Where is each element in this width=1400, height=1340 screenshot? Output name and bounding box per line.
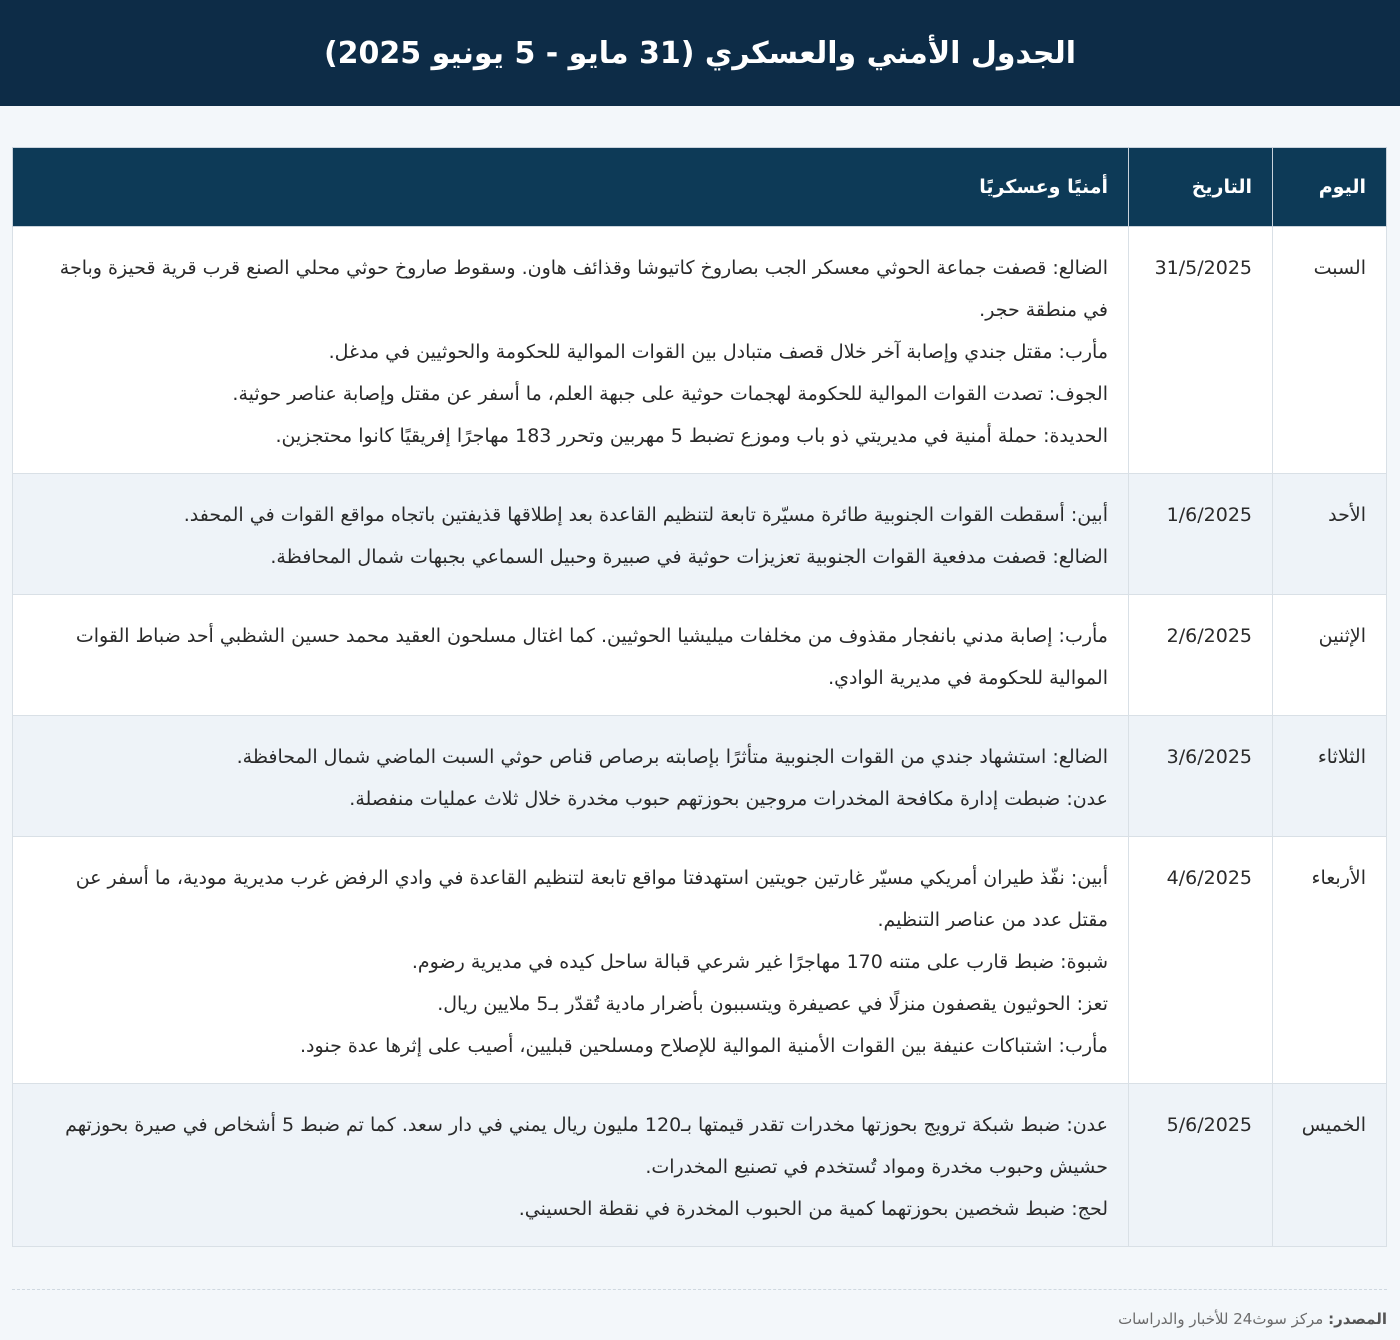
table-row [13, 1084, 1387, 1247]
table-row [13, 837, 1387, 1084]
table-row [13, 227, 1387, 474]
date-cell: 31/5/2025 [1129, 227, 1273, 474]
page-header [0, 0, 1400, 106]
page-title: الجدول الأمني والعسكري (31 مايو - 5 يونيو 2025) [323, 35, 1077, 71]
events-cell [13, 837, 1129, 1084]
day-cell: الأحد [1273, 474, 1387, 595]
table-row [13, 716, 1387, 837]
event-entry: تعز: الحوثيون يقصفون منزلًا في عصيفرة ويتسببون بأضرار مادية تُقدّر بـ5 ملايين ريال. [437, 993, 1108, 1015]
schedule-table-container [12, 147, 1387, 1247]
source-text: مركز سوث24 للأخبار والدراسات [1118, 1310, 1324, 1328]
day-cell: الأربعاء [1273, 837, 1387, 1084]
event-entry: مأرب: مقتل جندي وإصابة آخر خلال قصف متبادل بين القوات الموالية للحكومة والحوثيين في مدغل. [328, 341, 1108, 363]
event-entry: أبين: نفّذ طيران أمريكي مسيّر غارتين جويتين استهدفتا مواقع تابعة لتنظيم القاعدة في وادي الرفض غرب مديرية مودية، ما أسفر عن مقتل عدد من عناصر التنظيم. [75, 867, 1108, 931]
events-cell [13, 716, 1129, 837]
event-entry: مأرب: اشتباكات عنيفة بين القوات الأمنية الموالية للإصلاح ومسلحين قبليين، أصيب على إثرها عدة جنود. [300, 1035, 1108, 1057]
date-cell: 2/6/2025 [1129, 595, 1273, 716]
date-cell: 5/6/2025 [1129, 1084, 1273, 1247]
event-entry: مأرب: إصابة مدني بانفجار مقذوف من مخلفات ميليشيا الحوثيين. كما اغتال مسلحون العقيد محمد حسين الشظبي أحد ضباط القوات الموالية للحكومة في مديرية الوادي. [75, 625, 1108, 689]
table-body [13, 227, 1387, 1247]
event-entry: الضالع: استشهاد جندي من القوات الجنوبية متأثرًا بإصابته برصاص قناص حوثي السبت الماضي شمال المحافظة. [236, 746, 1108, 768]
date-cell: 4/6/2025 [1129, 837, 1273, 1084]
table-row [13, 595, 1387, 716]
header-security: أمنيًا وعسكريًا [13, 148, 1129, 227]
event-entry: الجوف: تصدت القوات الموالية للحكومة لهجمات حوثية على جبهة العلم، ما أسفر عن مقتل وإصابة عناصر حوثية. [232, 383, 1108, 405]
day-cell: الإثنين [1273, 595, 1387, 716]
day-cell: السبت [1273, 227, 1387, 474]
events-cell [13, 227, 1129, 474]
event-entry: لحج: ضبط شخصين بحوزتهما كمية من الحبوب المخدرة في نقطة الحسيني. [518, 1198, 1108, 1220]
event-entry: شبوة: ضبط قارب على متنه 170 مهاجرًا غير شرعي قبالة ساحل كيده في مديرية رضوم. [411, 951, 1108, 973]
table-row [13, 474, 1387, 595]
event-entry: الحديدة: حملة أمنية في مديريتي ذو باب وموزع تضبط 5 مهربين وتحرر 183 مهاجرًا إفريقيًا كانوا محتجزين. [275, 425, 1108, 447]
event-entry: عدن: ضبط شبكة ترويج بحوزتها مخدرات تقدر قيمتها بـ120 مليون ريال يمني في دار سعد. كما تم ضبط 5 أشخاص في صيرة بحوزتهم حشيش وحبوب مخدرة ومواد تُستخدم في تصنيع المخدرات. [65, 1114, 1108, 1178]
event-entry: الضالع: قصفت جماعة الحوثي معسكر الجب بصاروخ كاتيوشا وقذائف هاون. وسقوط صاروخ حوثي محلي الصنع قرب قرية قحيزة وباجة في منطقة حجر. [59, 257, 1108, 321]
date-cell: 3/6/2025 [1129, 716, 1273, 837]
source-footer [12, 1289, 1387, 1328]
source-label: المصدر: [1328, 1310, 1387, 1328]
event-entry: أبين: أسقطت القوات الجنوبية طائرة مسيّرة تابعة لتنظيم القاعدة بعد إطلاقها قذيفتين باتجاه مواقع القوات في المحفد. [183, 504, 1108, 526]
header-date: التاريخ [1129, 148, 1273, 227]
events-cell [13, 595, 1129, 716]
events-cell [13, 474, 1129, 595]
date-cell: 1/6/2025 [1129, 474, 1273, 595]
header-day: اليوم [1273, 148, 1387, 227]
events-cell [13, 1084, 1129, 1247]
day-cell: الثلاثاء [1273, 716, 1387, 837]
day-cell: الخميس [1273, 1084, 1387, 1247]
table-header-row [13, 148, 1387, 227]
event-entry: الضالع: قصفت مدفعية القوات الجنوبية تعزيزات حوثية في صبيرة وحبيل السماعي بجبهات شمال المحافظة. [270, 546, 1108, 568]
event-entry: عدن: ضبطت إدارة مكافحة المخدرات مروجين بحوزتهم حبوب مخدرة خلال ثلاث عمليات منفصلة. [349, 788, 1108, 810]
schedule-table [12, 147, 1387, 1247]
